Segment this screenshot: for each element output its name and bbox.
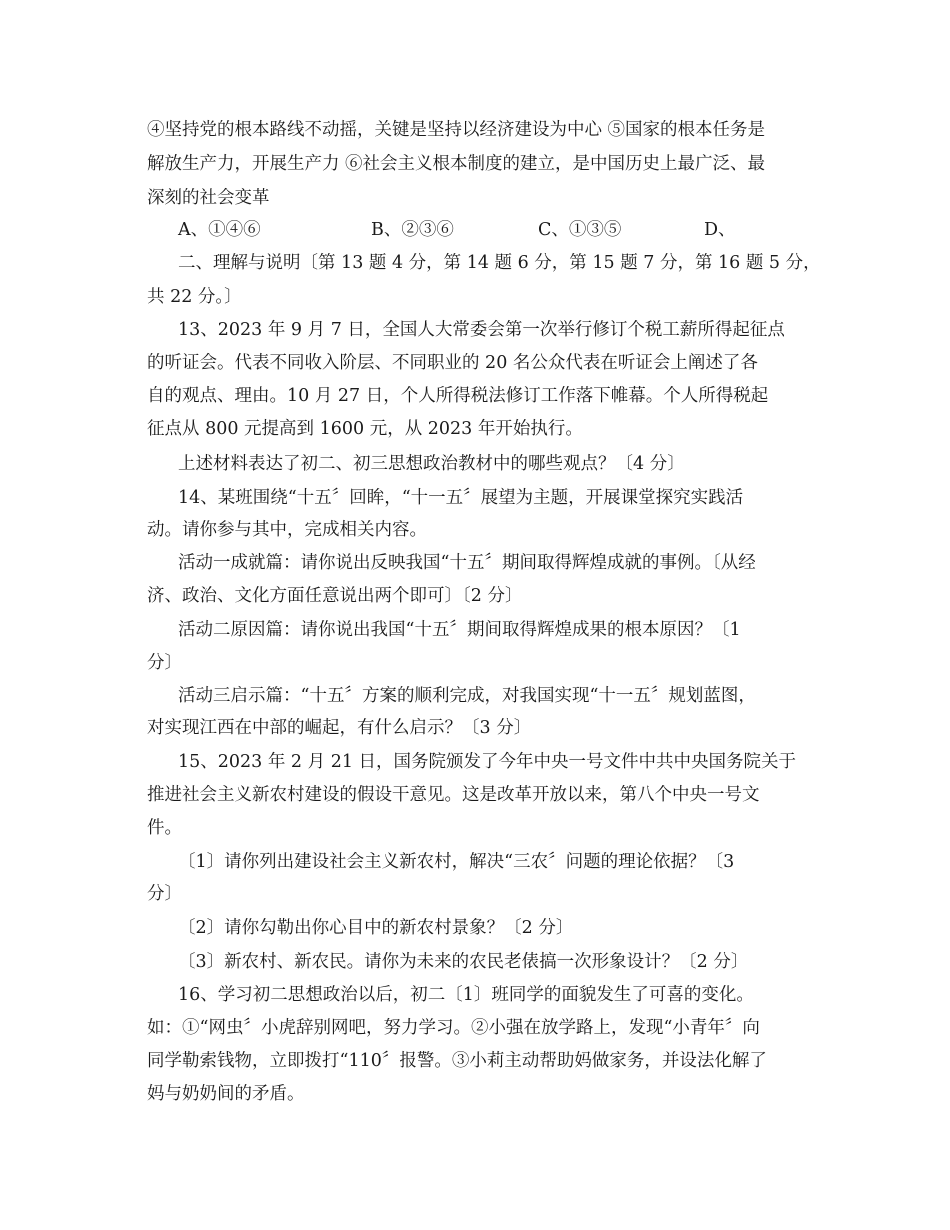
question-15-sub-1-line-1: 〔1〕请你列出建设社会主义新农村，解决“三农〞问题的理论依据？〔3 — [178, 852, 735, 872]
activity-3-line-1: 活动三启示篇：“十五〞方案的顺利完成，对我国实现“十一五〞规划蓝图， — [178, 686, 756, 706]
activity-2-line-1: 活动二原因篇：请你说出我国“十五〞期间取得辉煌成果的根本原因？〔1 — [178, 620, 741, 640]
question-16-line-1: 16、学习初二思想政治以后，初二〔1〕班同学的面貌发生了可喜的变化。 — [178, 985, 754, 1005]
section-heading: 二、理解与说明〔第 13 题 4 分，第 14 题 6 分，第 15 题 7 分，第 16 题 5 分， — [178, 253, 821, 273]
option-a: A、①④⑥ — [178, 220, 261, 240]
question-15-sub-2: 〔2〕请你勾勒出你心目中的新农村景象？〔2 分〕 — [178, 918, 574, 938]
activity-2-line-2: 分〕 — [147, 653, 182, 673]
question-13-line-3: 自的观点、理由。10 月 27 日，个人所得税法修订工作落下帷幕。个人所得税起 — [147, 386, 769, 406]
activity-1-line-1: 活动一成就篇：请你说出反映我国“十五〞期间取得辉煌成就的事例。〔从经 — [178, 553, 756, 573]
text-line-2: 解放生产力，开展生产力 ⑥社会主义根本制度的建立，是中国历史上最广泛、最 — [147, 154, 766, 174]
question-15-line-3: 件。 — [147, 818, 182, 838]
text-line-3: 深刻的社会变革 — [147, 188, 270, 208]
question-13-line-2: 的听证会。代表不同收入阶层、不同职业的 20 名公众代表在听证会上阐述了各 — [147, 353, 758, 373]
option-d: D、 — [704, 220, 736, 240]
activity-3-line-2: 对实现江西在中部的崛起，有什么启示？〔3 分〕 — [147, 718, 532, 738]
question-14-line-2: 动。请你参与其中，完成相关内容。 — [147, 520, 427, 540]
question-16-line-2: 如：①“网虫〞小虎辞别网吧，努力学习。②小强在放学路上，发现“小青年〞向 — [147, 1018, 760, 1038]
question-14-line-1: 14、某班围绕“十五〞回眸，“十一五〞展望为主题，开展课堂探究实践活 — [178, 488, 744, 508]
activity-1-line-2: 济、政治、文化方面任意说出两个即可〕〔2 分〕 — [147, 586, 523, 606]
question-15-sub-1-line-2: 分〕 — [147, 884, 182, 904]
question-16-line-3: 同学勒索钱物，立即拨打“110〞报警。③小莉主动帮助妈做家务，并设法化解了 — [147, 1051, 767, 1071]
option-b: B、②③⑥ — [371, 220, 454, 240]
text-line-5: 共 22 分。〕 — [147, 287, 242, 307]
option-c: C、①③⑤ — [538, 220, 622, 240]
question-15-sub-3: 〔3〕新农村、新农民。请你为未来的农民老俵搞一次形象设计？〔2 分〕 — [178, 952, 749, 972]
question-13-line-4: 征点从 800 元提高到 1600 元，从 2023 年开始执行。 — [147, 419, 583, 439]
question-13-prompt: 上述材料表达了初二、初三思想政治教材中的哪些观点？〔4 分〕 — [178, 454, 685, 474]
question-13-line-1: 13、2023 年 9 月 7 日，全国人大常委会第一次举行修订个税工薪所得起征点 — [178, 320, 785, 340]
question-16-line-4: 妈与奶奶间的矛盾。 — [147, 1084, 305, 1104]
text-line-1: ④坚持党的根本路线不动摇，关键是坚持以经济建设为中心 ⑤国家的根本任务是 — [147, 120, 766, 140]
question-15-line-1: 15、2023 年 2 月 21 日，国务院颁发了今年中央一号文件中共中央国务院关于 — [178, 752, 797, 772]
question-15-line-2: 推进社会主义新农村建设的假设干意见。这是改革开放以来，第八个中央一号文 — [147, 785, 760, 805]
